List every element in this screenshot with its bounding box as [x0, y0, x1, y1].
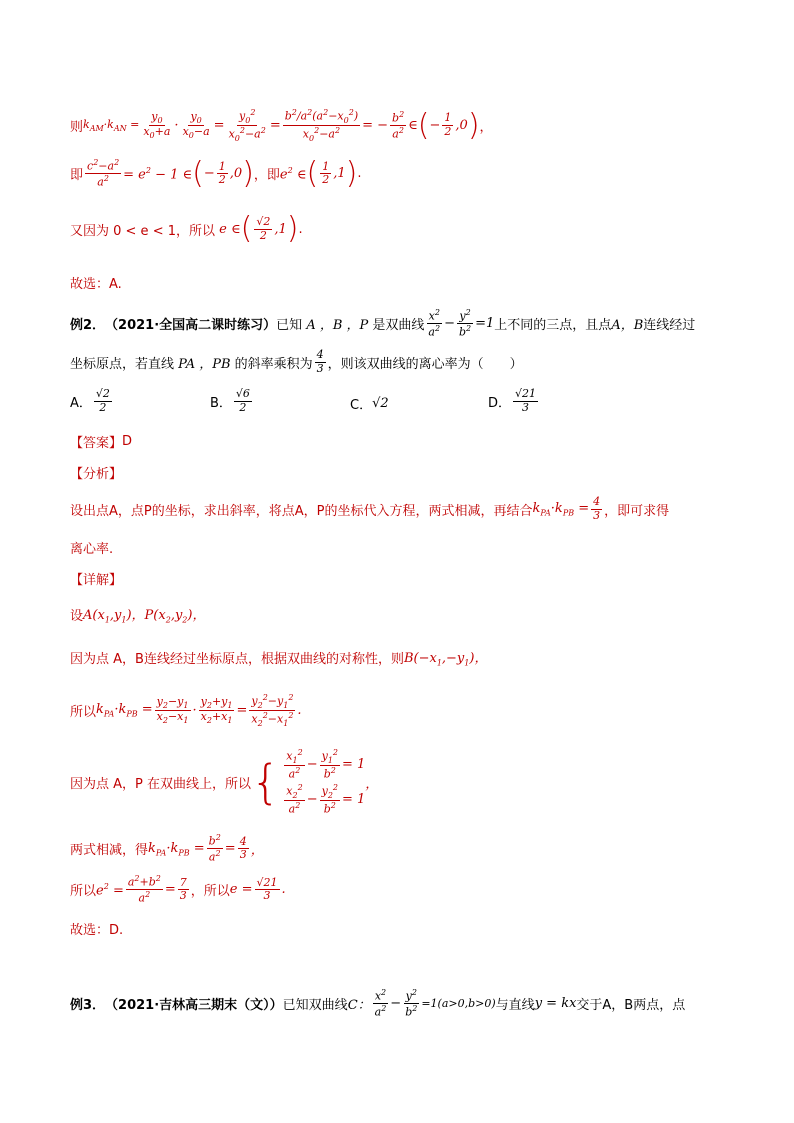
q-text: 上不同的三点，且点: [494, 318, 612, 334]
option-c: C． √2: [350, 396, 389, 413]
analysis-heading: [70, 463, 122, 482]
analysis-label: 【分析】: [70, 467, 123, 482]
q-text: 已知双曲线: [282, 998, 348, 1014]
detail-text: 因为点 A，B连线经过坐标原点，根据双曲线的对称性，则: [70, 651, 404, 667]
example-source: （2021·全国高二课时练习）: [105, 318, 277, 334]
detail-line-6: 所以 $e^2$ = $\frac{a^2+b^2}{a^2}$ = $\frac{7}{3}$ ，所以 e = $\frac{√21}{3}$ .: [70, 874, 286, 905]
detail-line-2: 因为点 A，B连线经过坐标原点，根据双曲线的对称性，则 $B(-x_1,-y_1)$，: [70, 647, 487, 668]
mid-text: ，即: [253, 168, 280, 184]
detail-line-1: 设 $A(x_1,y_1)$，$P(x_2,y_2)$，: [70, 604, 205, 625]
q-text: 已知: [276, 318, 303, 334]
option-label: D．: [488, 395, 512, 411]
q-text: 与直线: [495, 998, 535, 1014]
answer-line: [70, 432, 132, 451]
q-text: 是双曲线: [372, 318, 425, 334]
option-d: D． √21 3: [488, 387, 537, 414]
example-label: 例2．: [70, 318, 106, 334]
analysis-text: ，即可求得: [604, 503, 670, 519]
analysis-text: 设出点A，点P的坐标，求出斜率，将点A，P的坐标代入方程，两式相减，再结合: [70, 503, 533, 519]
analysis-text: 离心率.: [70, 542, 114, 557]
option-label: B．: [210, 395, 232, 411]
example-2-line-2: 坐标原点，若直线 PA ，PB 的斜率乘积为 4 3 ，则该双曲线的离心率为（ ）: [70, 348, 523, 375]
example-source: （2021·吉林高三期末（文））: [105, 998, 283, 1014]
detail-text: 所以: [70, 884, 97, 900]
detail-text: 故选：D.: [70, 923, 124, 938]
q-text: 交于A，B两点，点: [576, 998, 686, 1014]
prefix-text: 则: [70, 120, 84, 136]
q-text: 连线经过: [643, 318, 696, 334]
example-3-line-1: 例3． （2021·吉林高三期末（文）） 已知双曲线 C： $x^2$ $a^2$ − $\frac{y^2}{b^2}$ =1(a>0,b>0) 与直线 y = kx 交于A，B两点，点: [70, 988, 686, 1019]
detail-text: ，所以: [190, 884, 230, 900]
option-a: A． √2 2: [70, 387, 110, 414]
suffix-text: .: [298, 221, 303, 237]
choice-text: 故选：A.: [70, 277, 122, 292]
analysis-line-2: [70, 538, 113, 557]
q-text: ，则该双曲线的离心率为（ ）: [327, 356, 523, 372]
q-text: 坐标原点，若直线: [70, 356, 175, 372]
detail-text: 因为点 A，P 在双曲线上，所以: [70, 776, 251, 792]
detail-text: 两式相减，得: [70, 843, 149, 859]
q-text: 的斜率乘积为: [234, 356, 313, 372]
option-label: A．: [70, 395, 92, 411]
detail-heading: [70, 569, 122, 588]
detail-line-3: 所以 $k_{PA}\cdot k_{PB}$ = $\frac{y_2-y_1}{x_2-x_1}$ · $\frac{y_2+y_1}{x_2+x_1}$ = $\frac{y_2^2-y_1^2}{x_2^2-x_1^2}$ .: [70, 693, 302, 728]
detail-text: 设: [70, 608, 84, 624]
suffix-text: .: [357, 166, 362, 182]
derivation-line-3: 又因为 0 < e < 1，所以 e ∈ ( √2 2 ,1 ) .: [70, 211, 303, 246]
option-label: C．: [350, 398, 373, 413]
suffix-text: ，: [479, 120, 493, 136]
example-2-line-1: 例2． （2021·全国高二课时练习） 已知 A ，B ，P 是双曲线 $x^2$ $a^2$ − $\frac{y^2}{b^2}$ =1 上不同的三点，且点 A，B 连线经过: [70, 308, 696, 339]
option-b: B． √6 2: [210, 387, 250, 414]
detail-label: 【详解】: [70, 573, 123, 588]
detail-text: 所以: [70, 705, 97, 721]
analysis-line-1: 设出点A，点P的坐标，求出斜率，将点A，P的坐标代入方程，两式相减，再结合 $k_{PA}\cdot k_{PB}$ = $\frac{4}{3}$ ，即可求得: [70, 495, 670, 522]
prefix-text: 又因为 0 < e < 1，所以: [70, 223, 215, 239]
detail-line-5: 两式相减，得 $k_{PA}\cdot k_{PB}$ = $\frac{b^2}{a^2}$ = $\frac{4}{3}$ ，: [70, 833, 264, 864]
answer-label: 【答案】: [70, 436, 123, 451]
derivation-line-1: 则 $k_{AM}\cdot k_{AN}$ = $\frac{y_0}{x_0+a}$ · $\frac{y_0}{x_0-a}$ = $\frac{y_0^2}{x_0^2-a^2}$ = $\frac{b^2/a^2(a^2-x_0^2)}{x_0^2-a^2}$ = − $\frac{b^2}{a^2}$ ∈ ( − $\frac{1}{2}$ ,0 ) ，: [70, 107, 493, 143]
example-label: 例3．: [70, 998, 106, 1014]
detail-line-7: [70, 919, 123, 938]
choice-line-a: [70, 273, 122, 292]
answer-value: D: [122, 434, 133, 449]
prefix-text: 即: [70, 168, 84, 184]
derivation-line-2: 即 $\frac{c^2-a^2}{a^2}$ = $e^2 - 1$ ∈ ( − $\frac{1}{2}$ ,0 ) ，即 $e^2$ ∈ ( 1 2 ,1 ) .: [70, 155, 362, 191]
detail-line-4: 因为点 A，P 在双曲线上，所以 { $x_1^2$ $a^2$ − $\frac{y_1^2}{b^2}$ = 1 $x_2^2$ $a^2$ − $\frac{y_2^2}{b^2}$ = 1 ，: [70, 748, 379, 817]
